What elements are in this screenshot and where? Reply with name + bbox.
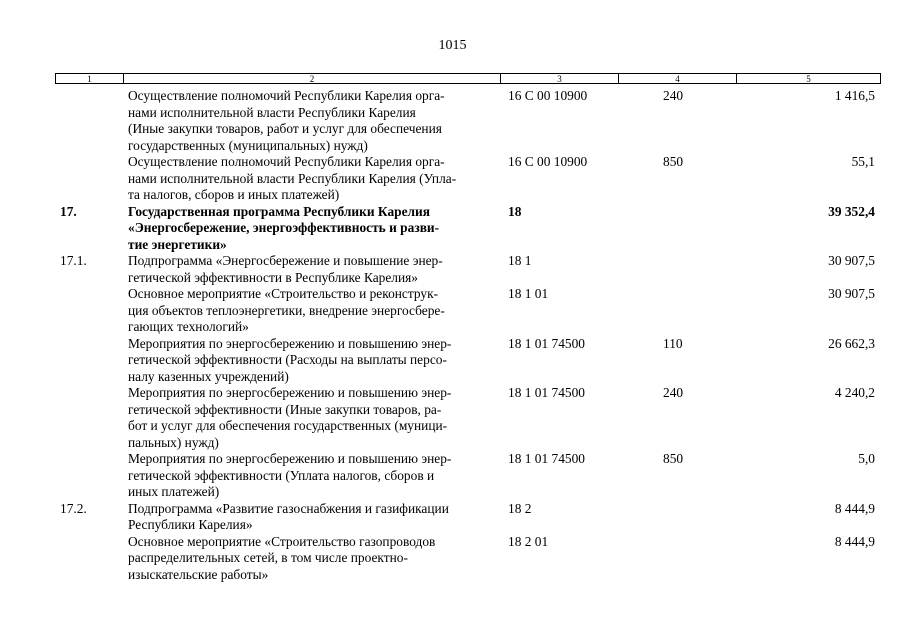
row-code: 18 1: [508, 253, 532, 268]
row-number: [0, 451, 73, 501]
row-amount: 1 416,5: [834, 88, 875, 103]
table-header: [55, 73, 881, 84]
header-col-3: 3: [501, 74, 619, 83]
row-name: Подпрограмма «Развитие газоснабжения и газификации Республики Карелия»: [128, 500, 449, 532]
table-row: [0, 204, 905, 254]
row-code: 16 С 00 10900: [508, 154, 588, 169]
row-number: 17.2.: [60, 500, 87, 516]
row-number: 17.1.: [60, 253, 87, 268]
row-expense-type: 850: [663, 154, 684, 169]
row-code: 18 1 01 74500: [508, 451, 585, 466]
row-name: Мероприятия по энергосбережению и повышению энер- гетической эффективности (Уплата налогов, сборов и иных платежей): [128, 451, 452, 499]
table-row: [0, 88, 905, 154]
row-amount: 39 352,4: [828, 203, 875, 219]
table-row: [0, 286, 905, 336]
table-row: [0, 336, 905, 386]
table-row: [0, 253, 905, 286]
row-number: [0, 154, 73, 204]
row-amount: 4 240,2: [834, 385, 875, 400]
row-amount: 8 444,9: [834, 533, 875, 549]
table-row: [0, 534, 905, 584]
row-amount: 30 907,5: [828, 286, 875, 301]
row-amount: 30 907,5: [828, 253, 875, 268]
row-code: 18 2: [508, 500, 532, 516]
row-name: Основное мероприятие «Строительство и реконструк- ция объектов теплоэнергетики, внедрение энергосбере- гающих технологий»: [128, 286, 445, 334]
row-amount: 5,0: [858, 451, 875, 466]
row-expense-type: 240: [663, 385, 684, 400]
table-row: [0, 501, 905, 534]
row-name: Осуществление полномочий Республики Карелия орга- нами исполнительной власти Республики Карелия (Иные закупки товаров, работ и услуг для обеспечения государственных (муниципальных) нужд): [128, 88, 445, 153]
row-code: 18: [508, 203, 522, 219]
row-code: 18 1 01 74500: [508, 385, 585, 400]
row-number: [0, 88, 73, 154]
row-number: [0, 286, 73, 336]
header-col-4: 4: [619, 74, 737, 83]
table-row: [0, 385, 905, 451]
table-row: [0, 154, 905, 204]
row-expense-type: 240: [663, 88, 684, 103]
row-amount: 8 444,9: [834, 500, 875, 516]
row-name: Мероприятия по энергосбережению и повышению энер- гетической эффективности (Иные закупки товаров, ра- бот и услуг для обеспечения государственных (муници- пальных) нужд): [128, 385, 452, 450]
row-name: Подпрограмма «Энергосбережение и повышение энер- гетической эффективности в Республике Карелия»: [128, 253, 443, 285]
row-number: [0, 385, 73, 451]
table-body: [0, 88, 905, 583]
row-amount: 55,1: [851, 154, 875, 169]
row-code: 18 2 01: [508, 533, 549, 549]
row-code: 18 1 01 74500: [508, 335, 585, 351]
row-expense-type: 110: [663, 335, 683, 351]
row-number: 17.: [60, 203, 77, 219]
row-name: Основное мероприятие «Строительство газопроводов распределительных сетей, в том числе проектно- изыскательские работы»: [128, 533, 436, 582]
row-name: Мероприятия по энергосбережению и повышению энер- гетической эффективности (Расходы на выплаты персо- налу казенных учреждений): [128, 335, 452, 384]
row-name: Осуществление полномочий Республики Карелия орга- нами исполнительной власти Республики Карелия (Упла- та налогов, сборов и иных платежей): [128, 154, 457, 202]
row-amount: 26 662,3: [828, 335, 875, 351]
row-code: 16 С 00 10900: [508, 88, 588, 103]
header-col-2: 2: [124, 74, 501, 83]
row-name: Государственная программа Республики Карелия «Энергосбережение, энергоэффективность и разви- тие энергетики»: [128, 203, 440, 252]
row-expense-type: 850: [663, 451, 684, 466]
page-number: 1015: [438, 38, 467, 53]
row-number: [0, 336, 73, 386]
table-row: [0, 451, 905, 501]
header-col-5: 5: [806, 74, 811, 84]
row-code: 18 1 01: [508, 286, 549, 301]
row-number: [0, 534, 73, 584]
header-col-1: 1: [56, 74, 124, 83]
